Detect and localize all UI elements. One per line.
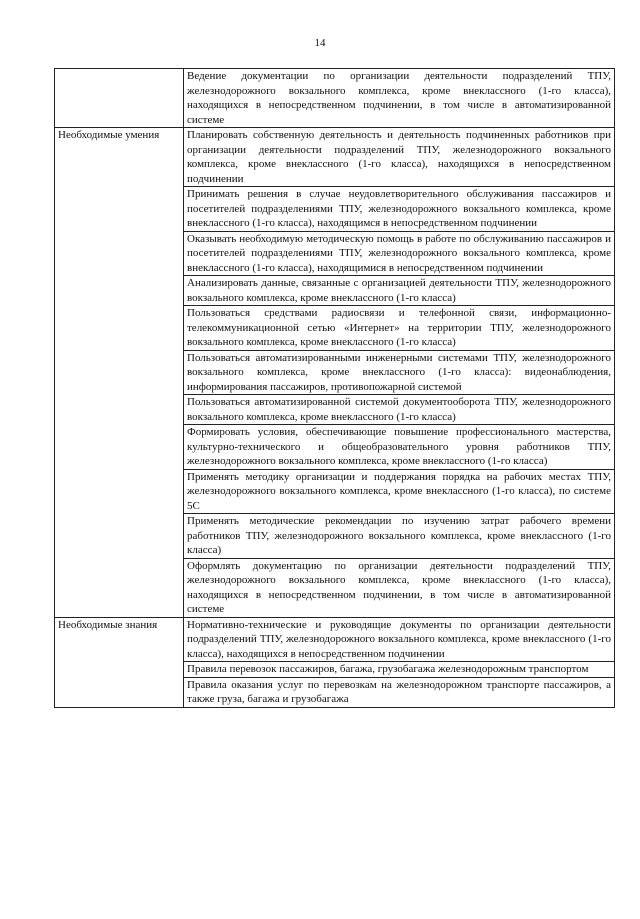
row-label-skills: Необходимые умения	[55, 128, 184, 618]
list-item: Оформлять документацию по организации деятельности подразделений ТПУ, железнодорожного вокзального комплекса, кроме внеклассного (1-го класса), находящихся в непосредственном подчинении, в том числе в автоматизированной системе	[184, 558, 615, 617]
list-item: Оказывать необходимую методическую помощь в работе по обслуживанию пассажиров и посетителей подразделениями ТПУ, железнодорожного вокзального комплекса, кроме внеклассного (1-го класса), находящимися в непосредственном подчинении	[184, 231, 615, 276]
list-item: Пользоваться автоматизированными инженерными системами ТПУ, железнодорожного вокзального комплекса, кроме внеклассного (1-го класса): видеонаблюдения, информирования пассажиров, противопожарной системой	[184, 350, 615, 395]
page-number: 14	[314, 37, 326, 49]
list-item: Нормативно-технические и руководящие документы по организации деятельности подразделений ТПУ, железнодорожного вокзального комплекса, кроме внеклассного (1-го класса), находящихся в непосредственном подчинении	[184, 617, 615, 662]
list-item: Принимать решения в случае неудовлетворительного обслуживания пассажиров и посетителей подразделениями ТПУ, железнодорожного вокзального комплекса, кроме внеклассного (1-го класса), находящимся в непосредственном подчинении	[184, 187, 615, 232]
list-item: Применять методику организации и поддержания порядка на рабочих местах ТПУ, железнодорожного вокзального комплекса, кроме внеклассного (1-го класса), по системе 5С	[184, 469, 615, 514]
requirements-table	[54, 68, 615, 708]
list-item: Ведение документации по организации деятельности подразделений ТПУ, железнодорожного вокзального комплекса, кроме внеклассного (1-го класса), находящихся в непосредственном подчинении, в том числе в автоматизированной системе	[184, 69, 615, 128]
list-item: Применять методические рекомендации по изучению затрат рабочего времени работников ТПУ, железнодорожного вокзального комплекса, кроме внеклассного (1-го класса)	[184, 514, 615, 559]
list-item: Пользоваться средствами радиосвязи и телефонной связи, информационно-телекоммуникационной сетью «Интернет» на территории ТПУ, железнодорожного вокзального комплекса, кроме внеклассного (1-го класса)	[184, 306, 615, 351]
table-row	[55, 128, 615, 187]
list-item: Правила перевозок пассажиров, багажа, грузобагажа железнодорожным транспортом	[184, 662, 615, 678]
list-item: Пользоваться автоматизированной системой документооборота ТПУ, железнодорожного вокзального комплекса, кроме внеклассного (1-го класса)	[184, 395, 615, 425]
list-item: Формировать условия, обеспечивающие повышение профессионального мастерства, культурно-технического и общеобразовательного уровня работников ТПУ, железнодорожного вокзального комплекса, кроме внеклассного (1-го класса)	[184, 425, 615, 470]
list-item: Анализировать данные, связанные с организацией деятельности ТПУ, железнодорожного вокзального комплекса, кроме внеклассного (1-го класса)	[184, 276, 615, 306]
list-item: Планировать собственную деятельность и деятельность подчиненных работников при организации деятельности подразделений ТПУ, железнодорожного вокзального комплекса, кроме внеклассного (1-го класса), находящихся в непосредственном подчинении	[184, 128, 615, 187]
row-label-empty	[55, 69, 184, 128]
table-row	[55, 69, 615, 128]
row-label-knowledge: Необходимые знания	[55, 617, 184, 707]
list-item: Правила оказания услуг по перевозкам на железнодорожном транспорте пассажиров, а также груза, багажа и грузобагажа	[184, 677, 615, 707]
table-row	[55, 617, 615, 662]
